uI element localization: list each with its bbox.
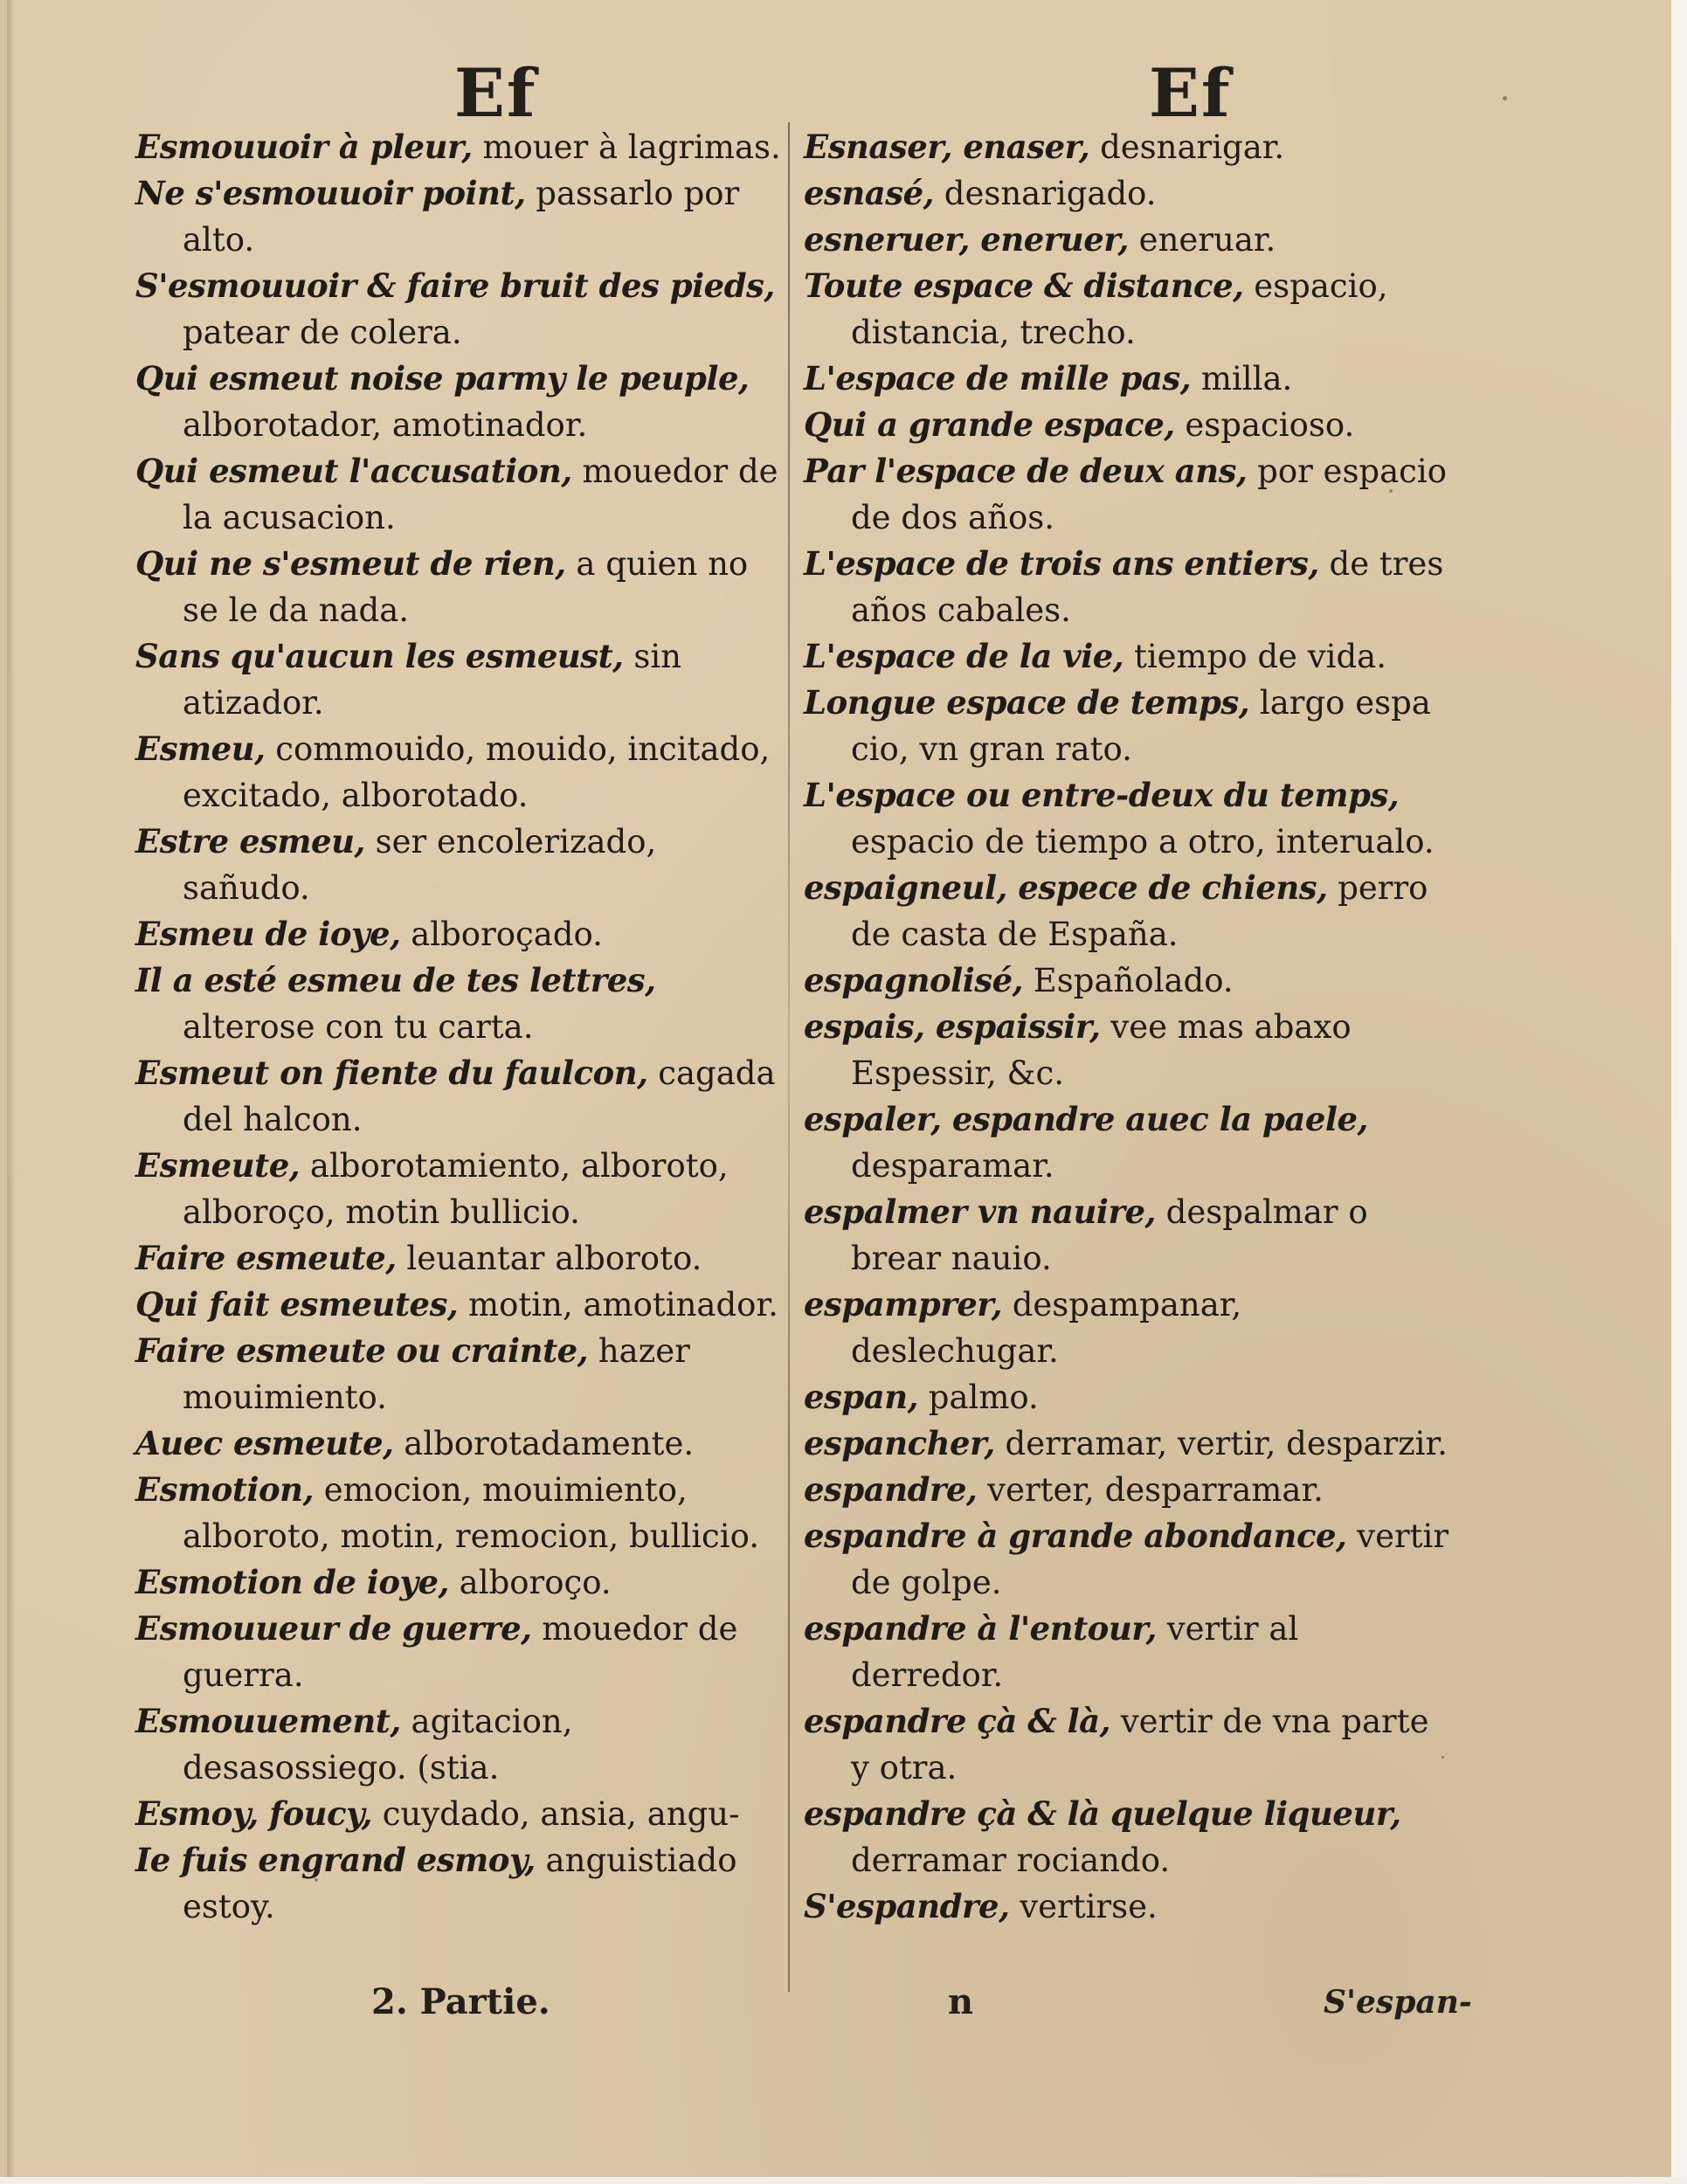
french-headword: Auec esmeute, [135, 1424, 394, 1462]
dictionary-entry [135, 1467, 782, 1559]
dictionary-entry [804, 1004, 1455, 1096]
dictionary-entry [135, 1837, 782, 1930]
french-headword: espandre, [804, 1470, 978, 1509]
dictionary-entry [804, 633, 1455, 680]
spanish-gloss: a quien no se le da nada. [183, 545, 749, 629]
dictionary-entry [804, 1513, 1455, 1606]
spanish-gloss: alterose con tu carta. [183, 1008, 534, 1046]
spanish-gloss: verter, desparramar. [977, 1471, 1324, 1509]
french-headword: Esmeute, [135, 1146, 301, 1185]
dictionary-entry [804, 541, 1455, 633]
french-headword: L'espace ou entre-deux du temps, [804, 776, 1400, 814]
spanish-gloss: agitacion, desasossiego. (stia. [183, 1703, 573, 1787]
french-headword: S'esmouuoir & faire bruit des pieds, [135, 266, 775, 305]
french-headword: L'espace de la vie, [804, 637, 1124, 675]
dictionary-entry [804, 772, 1455, 865]
french-headword: Esmeu, [135, 729, 266, 768]
running-head-right: Ef [1149, 54, 1232, 132]
french-headword: Ne s'esmouuoir point, [135, 174, 526, 212]
french-headword: espan, [804, 1378, 918, 1416]
spanish-gloss: desnarigar. [1089, 128, 1285, 166]
dictionary-entry [804, 1698, 1455, 1791]
french-headword: espais, espaissir, [804, 1007, 1101, 1046]
french-headword: espandre çà & là, [804, 1702, 1110, 1740]
french-headword: Sans qu'aucun les esmeust, [135, 637, 624, 675]
dictionary-entry [804, 124, 1455, 170]
spanish-gloss: alborotador, amotinador. [183, 406, 588, 444]
dictionary-entry [135, 124, 782, 170]
french-headword: Par l'espace de deux ans, [804, 452, 1248, 490]
french-headword: Ie fuis engrand esmoy, [135, 1841, 536, 1879]
spanish-gloss: alboroçado. [400, 916, 603, 953]
dictionary-entry [135, 1328, 782, 1420]
dictionary-entry [135, 957, 782, 1050]
spanish-gloss: mouer à lagrimas. [472, 128, 781, 166]
spanish-gloss: ser encolerizado, sañudo. [183, 823, 657, 907]
spanish-gloss: leuantar alboroto. [396, 1240, 702, 1277]
french-headword: Esmotion de ioye, [135, 1563, 449, 1601]
french-headword: Esmouuoir à pleur, [135, 128, 473, 166]
spanish-gloss: hazer mouimiento. [183, 1332, 690, 1416]
french-headword: Esnaser, enaser, [804, 128, 1090, 166]
french-headword: espandre çà & là quelque liqueur, [804, 1794, 1401, 1833]
bottom-margin [0, 2177, 1687, 2184]
paper-speck [1503, 96, 1507, 100]
spanish-gloss: espacio, distancia, trecho. [851, 267, 1388, 351]
dictionary-entry [135, 1050, 782, 1143]
dictionary-entry [804, 1420, 1455, 1467]
spanish-gloss: sin atizador. [183, 638, 681, 722]
dictionary-entry [135, 170, 782, 263]
right-column [804, 124, 1455, 1930]
dictionary-entry [804, 1606, 1455, 1698]
dictionary-entry [135, 448, 782, 541]
spanish-gloss: palmo. [918, 1379, 1039, 1416]
spanish-gloss: alborotamiento, alboroto, alboroço, motin bullicio. [183, 1147, 729, 1231]
gathering-mark: n [948, 1981, 974, 2022]
dictionary-entry [135, 819, 782, 911]
spanish-gloss: Españolado. [1023, 962, 1234, 999]
dictionary-entry [804, 1096, 1455, 1189]
dictionary-entry [135, 1420, 782, 1467]
spanish-gloss: motin, amotinador. [458, 1286, 778, 1324]
spanish-gloss: perro de casta de España. [851, 869, 1428, 953]
dictionary-entry [804, 1282, 1455, 1374]
dictionary-entry [804, 957, 1455, 1004]
spanish-gloss: desnarigado. [934, 175, 1157, 212]
dictionary-entry [135, 1559, 782, 1606]
french-headword: Qui fait esmeutes, [135, 1285, 459, 1324]
spanish-gloss: vee mas abaxo Espessir, &c. [851, 1008, 1352, 1092]
spanish-gloss: vertirse. [1009, 1888, 1158, 1925]
dictionary-entry [804, 448, 1455, 541]
dictionary-entry [135, 356, 782, 448]
left-column [135, 124, 782, 1930]
spanish-gloss: vertir al derredor. [851, 1610, 1299, 1694]
dictionary-entry [804, 865, 1455, 957]
spanish-gloss: espacio de tiempo a otro, interualo. [851, 823, 1435, 860]
french-headword: espandre à l'entour, [804, 1609, 1157, 1648]
french-headword: Esmouuement, [135, 1702, 401, 1740]
dictionary-entry [135, 911, 782, 957]
spanish-gloss: commouido, mouido, incitado, excitado, alborotado. [183, 730, 771, 814]
dictionary-entry [135, 726, 782, 819]
paper-speck [1389, 489, 1393, 493]
french-headword: espalmer vn nauire, [804, 1192, 1156, 1231]
spanish-gloss: por espacio de dos años. [851, 453, 1448, 536]
spanish-gloss: patear de colera. [183, 314, 462, 351]
dictionary-entry [804, 1791, 1455, 1883]
french-headword: Qui esmeut l'accusation, [135, 452, 572, 490]
french-headword: Longue espace de temps, [804, 683, 1250, 722]
dictionary-entry [804, 1883, 1455, 1930]
spanish-gloss: largo espa cio, vn gran rato. [851, 684, 1431, 768]
spanish-gloss: vertir de golpe. [851, 1517, 1449, 1601]
spanish-gloss: despampanar, deslechugar. [851, 1286, 1242, 1370]
french-headword: Esmeut on fiente du faulcon, [135, 1054, 648, 1092]
french-headword: Esmoy, foucy, [135, 1794, 372, 1833]
dictionary-entry [135, 1698, 782, 1791]
spanish-gloss: vertir de vna parte y otra. [851, 1703, 1429, 1787]
dictionary-entry [804, 356, 1455, 402]
spanish-gloss: mouedor de guerra. [183, 1610, 738, 1694]
dictionary-entry [804, 402, 1455, 448]
dictionary-entry [135, 1791, 782, 1837]
dictionary-entry [135, 1606, 782, 1698]
spanish-gloss: eneruar. [1128, 221, 1276, 259]
french-headword: Faire esmeute, [135, 1239, 397, 1277]
french-headword: L'espace de trois ans entiers, [804, 544, 1319, 583]
signature-mark: 2. Partie. [371, 1981, 550, 2022]
dictionary-entry [135, 1143, 782, 1235]
spanish-gloss: mouedor de la acusacion. [183, 453, 778, 536]
french-headword: Qui a grande espace, [804, 405, 1175, 444]
french-headword: Qui ne s'esmeut de rien, [135, 544, 566, 583]
french-headword: espaler, espandre auec la paele, [804, 1100, 1368, 1138]
french-headword: esneruer, eneruer, [804, 220, 1129, 259]
spanish-gloss: de tres años cabales. [851, 545, 1444, 629]
dictionary-entry [135, 1235, 782, 1282]
french-headword: espancher, [804, 1424, 995, 1462]
page-gutter-shadow [7, 0, 16, 2177]
dictionary-entry [804, 1467, 1455, 1513]
spanish-gloss: milla. [1191, 360, 1293, 397]
dictionary-entry [804, 170, 1455, 217]
catchword: S'espan- [1324, 1984, 1472, 2021]
paper-speck [1442, 1756, 1444, 1759]
dictionary-entry [135, 1282, 782, 1328]
french-headword: Toute espace & distance, [804, 266, 1244, 305]
french-headword: espagnolisé, [804, 961, 1024, 999]
paper-speck [315, 1878, 318, 1882]
spanish-gloss: alborotadamente. [393, 1425, 695, 1462]
spanish-gloss: derramar rociando. [851, 1842, 1171, 1879]
spanish-gloss: despalmar o brear nauio. [851, 1193, 1368, 1277]
french-headword: Esmeu de ioye, [135, 915, 401, 953]
running-head-left: Ef [454, 54, 537, 132]
right-margin [1671, 0, 1687, 2184]
french-headword: S'espandre, [804, 1887, 1010, 1925]
spanish-gloss: cagada del halcon. [183, 1054, 776, 1138]
french-headword: Estre esmeu, [135, 822, 365, 860]
french-headword: Esmotion, [135, 1470, 314, 1509]
french-headword: Faire esmeute ou crainte, [135, 1331, 589, 1370]
dictionary-entry [135, 263, 782, 356]
dictionary-entry [135, 541, 782, 633]
french-headword: Esmouueur de guerre, [135, 1609, 532, 1648]
french-headword: espaigneul, espece de chiens, [804, 868, 1328, 907]
spanish-gloss: cuydado, ansia, angu- [371, 1795, 740, 1833]
spanish-gloss: passarlo por alto. [183, 175, 740, 259]
french-headword: espandre à grande abondance, [804, 1517, 1347, 1555]
spanish-gloss: tiempo de vida. [1124, 638, 1386, 675]
spanish-gloss: emocion, mouimiento, alboroto, motin, remocion, bullicio. [183, 1471, 759, 1555]
french-headword: Qui esmeut noise parmy le peuple, [135, 359, 750, 397]
dictionary-entry [804, 1374, 1455, 1420]
french-headword: L'espace de mille pas, [804, 359, 1192, 397]
dictionary-entry [135, 633, 782, 726]
spanish-gloss: derramar, vertir, desparzir. [994, 1425, 1448, 1462]
spanish-gloss: alboroço. [448, 1564, 612, 1601]
dictionary-entry [804, 217, 1455, 263]
french-headword: esnasé, [804, 174, 934, 212]
dictionary-entry [804, 263, 1455, 356]
french-headword: espamprer, [804, 1285, 1002, 1324]
spanish-gloss: espacioso. [1174, 406, 1355, 444]
spanish-gloss: desparamar. [851, 1147, 1054, 1185]
dictionary-entry [804, 680, 1455, 772]
dictionary-entry [804, 1189, 1455, 1282]
spanish-gloss: anguistiado estoy. [183, 1842, 737, 1925]
column-divider [788, 122, 790, 1992]
french-headword: Il a esté esmeu de tes lettres, [135, 961, 656, 999]
